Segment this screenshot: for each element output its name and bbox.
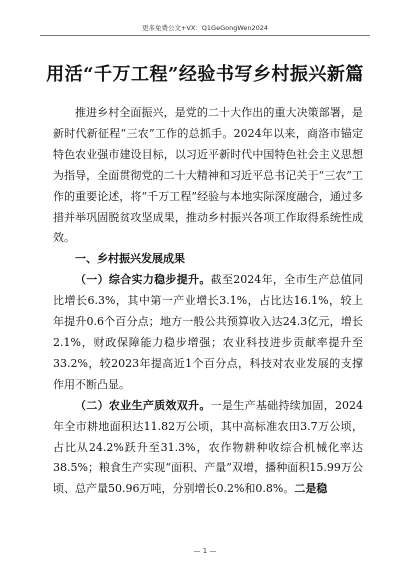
paragraph-text: 截至2024年，全市生产总值同比增长6.3%，其中第一产业增长3.1%，占比达16.1%，较上年提升0.6个百分点；地方一般公共预算收入达24.3亿元，增长2.1%，财政保障能力稳步增强；农业科技进步贡献率提升至33.2%，较2023年提高近1个百分点，科技对农业发展的支撑作用不断凸显。 xyxy=(53,273,363,391)
intro-paragraph: 推进乡村全面振兴，是党的二十大作出的重大决策部署，是新时代新征程“三农”工作的总抓手。2024年以来，商洛市锚定特色农业强市建设目标，以习近平新时代中国特色社会主义思想为指导，全面贯彻党的二十大精神和习近平总书记关于“三农”工作的重要论述，将“千万工程”经验与本地实际深度融合，通过多措并举巩固脱贫攻坚成果，推动乡村振兴各项工作取得系统性成效。 xyxy=(53,106,363,245)
paragraph-trailing-lead: 二是稳 xyxy=(294,482,328,496)
header-note: 更多免费公文+VX：Q1GeGongWen2024 xyxy=(141,24,269,32)
document-title: 用活“千万工程”经验书写乡村振兴新篇 xyxy=(46,64,364,85)
paragraph-lead: （二）农业生产质效双升。 xyxy=(75,398,211,412)
paragraph-comprehensive-strength xyxy=(53,270,363,395)
document-body xyxy=(53,103,363,500)
paragraph-text: 一是生产基础持续加固，2024年全市耕地面积达11.82万公顷，其中高标准农田3.7万公顷，占比从24.2%跃升至31.3%，农作物耕种收综合机械化率达38.5%；粮食生产实现“面积、产量”双增，播种面积15.99万公顷、总产量50.96万吨，分别增长0.2%和0.8%。 xyxy=(53,398,363,496)
page-number: — 1 — xyxy=(193,547,217,555)
paragraph-lead: （一）综合实力稳步提升。 xyxy=(75,273,211,287)
section-heading: 一、乡村振兴发展成果 xyxy=(75,252,185,266)
header-divider xyxy=(40,35,370,36)
paragraph-agricultural-production xyxy=(53,396,363,501)
